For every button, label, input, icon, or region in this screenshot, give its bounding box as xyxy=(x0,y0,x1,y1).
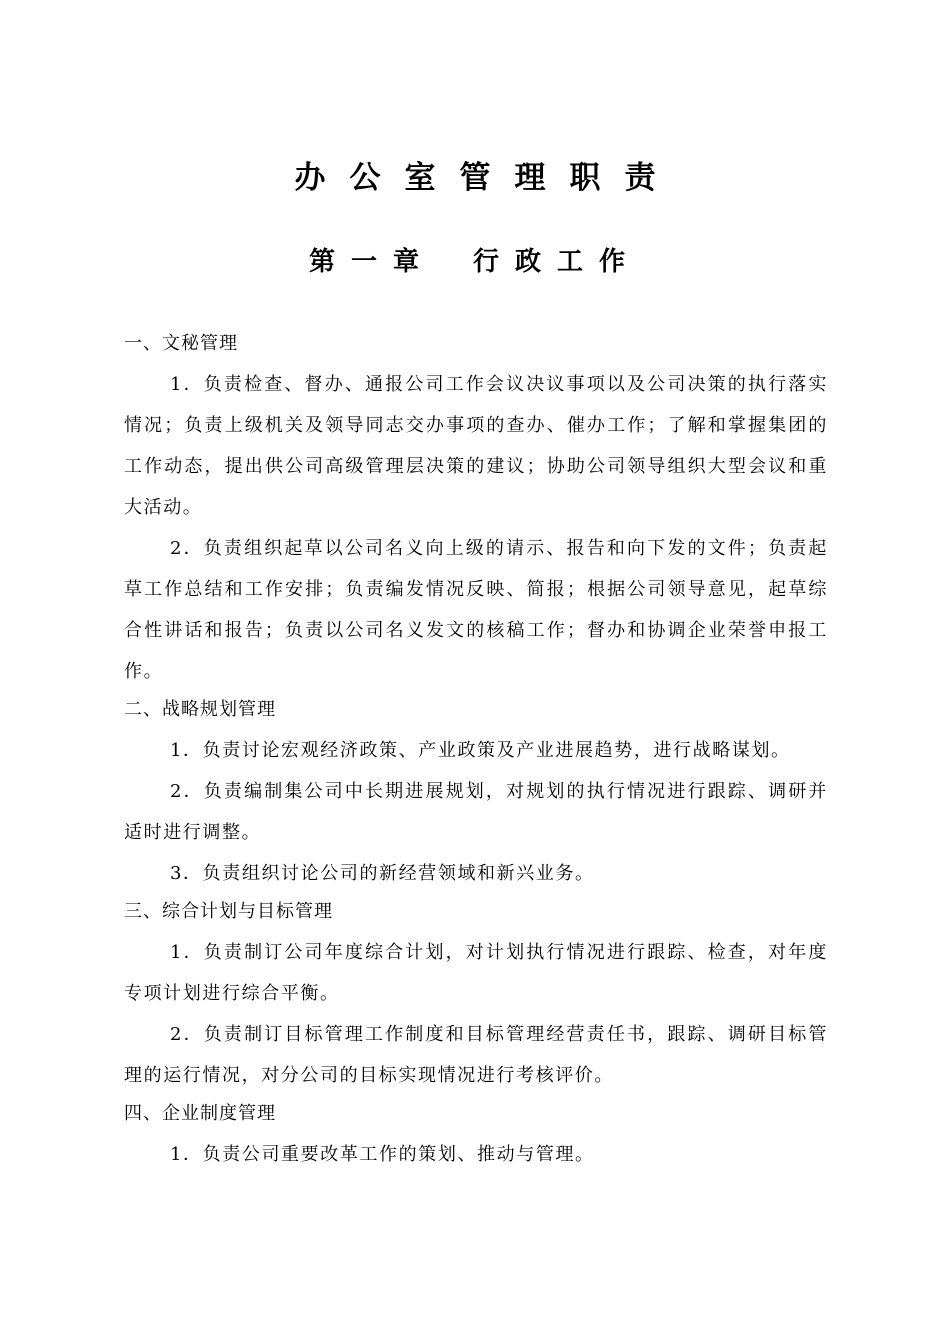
paragraph: 1．负责制订公司年度综合计划，对计划执行情况进行跟踪、检查，对年度专项计划进行综合平衡。 xyxy=(124,942,828,1004)
document-title: 办公室管理职责 xyxy=(294,160,680,196)
section-heading: 一、文秘管理 xyxy=(124,333,238,354)
section-institution xyxy=(124,1102,828,1175)
section-heading: 二、战略规划管理 xyxy=(124,699,276,720)
section-strategy xyxy=(124,698,828,894)
section-heading: 四、企业制度管理 xyxy=(124,1103,276,1124)
document-body xyxy=(124,326,828,1175)
chapter-heading xyxy=(0,244,950,280)
section-heading: 三、综合计划与目标管理 xyxy=(124,901,333,922)
chapter-number: 第一章 xyxy=(308,247,435,277)
paragraph: 1．负责检查、督办、通报公司工作会议决议事项以及公司决策的执行落实情况；负责上级机关及领导同志交办事项的查办、催办工作；了解和掌握集团的工作动态，提出供公司高级管理层决策的建议；协助公司领导组织大型会议和重大活动。 xyxy=(124,374,828,518)
chapter-name: 行政工作 xyxy=(473,247,642,277)
paragraph: 2．负责编制集公司中长期进展规划，对规划的执行情况进行跟踪、调研并适时进行调整。 xyxy=(124,781,828,843)
section-planning xyxy=(124,900,828,1096)
paragraph: 2．负责制订目标管理工作制度和目标管理经营责任书，跟踪、调研目标管理的运行情况，对分公司的目标实现情况进行考核评价。 xyxy=(124,1024,828,1086)
section-secretarial xyxy=(124,332,828,692)
paragraph: 2．负责组织起草以公司名义向上级的请示、报告和向下发的文件；负责起草工作总结和工作安排；负责编发情况反映、简报；根据公司领导意见，起草综合性讲话和报告；负责以公司名义发文的核稿工作；督办和协调企业荣誉申报工作。 xyxy=(124,538,828,682)
paragraph: 1．负责公司重要改革工作的策划、推动与管理。 xyxy=(170,1144,595,1165)
paragraph: 1．负责讨论宏观经济政策、产业政策及产业进展趋势，进行战略谋划。 xyxy=(170,740,791,761)
paragraph: 3．负责组织讨论公司的新经营领域和新兴业务。 xyxy=(170,863,595,884)
